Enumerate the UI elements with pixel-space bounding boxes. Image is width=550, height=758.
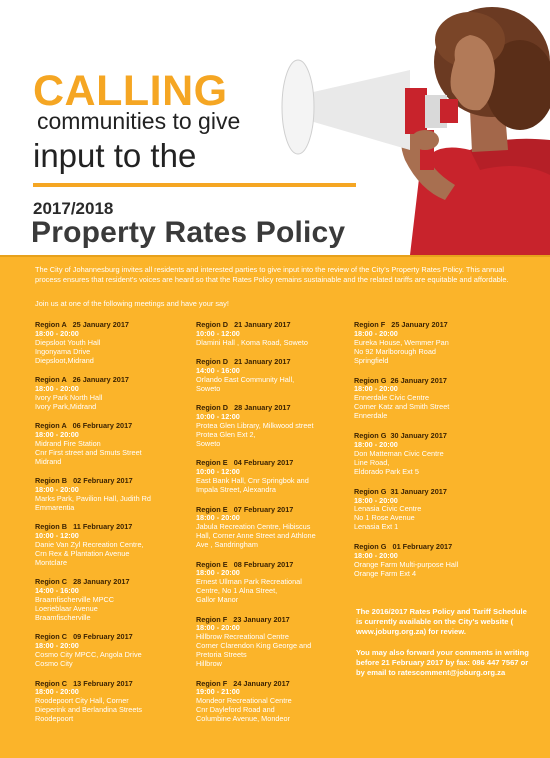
meeting-venue-line: Ennerdale Civic Centre bbox=[354, 393, 430, 403]
meeting-venue-line: Roodepoort City Hall, Corner bbox=[35, 696, 129, 706]
meeting-time: 10:00 - 12:00 bbox=[196, 412, 240, 422]
headline-calling: CALLING bbox=[33, 67, 228, 115]
meeting-entry bbox=[35, 523, 190, 568]
meeting-time: 18:00 - 20:00 bbox=[196, 623, 240, 633]
meeting-venue-line: Cosmo City bbox=[35, 659, 73, 669]
meeting-region-date: Region D 21 January 2017 bbox=[196, 320, 291, 329]
notice-box bbox=[356, 607, 534, 688]
meeting-entry bbox=[196, 616, 351, 669]
meeting-venue-line: Montclare bbox=[35, 557, 68, 567]
meeting-region-date: Region C 28 January 2017 bbox=[35, 577, 130, 587]
meeting-entry bbox=[196, 561, 351, 606]
meeting-time: 10:00 - 12:00 bbox=[196, 328, 240, 338]
meeting-venue-line: Don Matteman Civic Centre bbox=[354, 448, 444, 458]
meeting-time: 18:00 - 20:00 bbox=[354, 384, 398, 394]
meeting-venue-line: Braamfischerville bbox=[35, 612, 91, 622]
divider-rule bbox=[33, 183, 356, 187]
meeting-venue-line: Cnr First street and Smuts Street bbox=[35, 447, 142, 457]
meeting-entry bbox=[196, 506, 351, 551]
meeting-venue-line: Cosmo City MPCC, Angola Drive bbox=[35, 650, 142, 660]
headline-line-3: input to the bbox=[33, 137, 197, 174]
meeting-entry bbox=[354, 488, 514, 533]
meeting-region-date: Region B 02 February 2017 bbox=[35, 476, 133, 486]
meeting-venue-line: Cnr Dayleford Road and bbox=[196, 705, 275, 715]
meeting-region-date: Region F 25 January 2017 bbox=[354, 320, 448, 329]
meeting-venue-line: Impala Street, Alexandra bbox=[196, 485, 276, 495]
meeting-venue-line: Hall, Corner Anne Street and Athlone bbox=[196, 531, 316, 541]
headline-line-2: communities to give bbox=[37, 108, 241, 134]
policy-title: Property Rates Policy bbox=[31, 216, 346, 249]
meeting-region-date: Region E 04 February 2017 bbox=[196, 458, 294, 468]
meeting-time: 18:00 - 20:00 bbox=[354, 551, 398, 561]
meeting-venue-line: Ernest Ullman Park Recreational bbox=[196, 577, 302, 587]
meeting-region-date: Region G 26 January 2017 bbox=[354, 375, 447, 385]
meeting-entry bbox=[196, 358, 351, 394]
header bbox=[0, 0, 550, 255]
notice-comments: You may also forward your comments in writing before 21 February 2017 by fax: 086 447 7567 or by email to ratescomment@joburg.org.za bbox=[356, 647, 529, 678]
meeting-time: 14:00 - 16:00 bbox=[196, 366, 240, 376]
meeting-venue-line: Dieperink and Berlandina Streets bbox=[35, 705, 143, 715]
meeting-time: 10:00 - 12:00 bbox=[35, 531, 79, 541]
meeting-time: 18:00 - 20:00 bbox=[354, 328, 398, 338]
meeting-venue-line: Jabula Recreation Centre, Hibiscus bbox=[196, 522, 311, 532]
meeting-entry bbox=[354, 543, 514, 579]
meeting-entry bbox=[35, 376, 190, 412]
meeting-entry bbox=[196, 680, 351, 725]
meeting-venue-line: Pretoria Streets bbox=[196, 650, 247, 660]
meeting-venue-line: Orlando East Community Hall, bbox=[196, 375, 295, 385]
meeting-time: 18:00 - 20:00 bbox=[35, 328, 79, 338]
meeting-venue-line: Mondeor Recreational Centre bbox=[196, 696, 292, 706]
meeting-venue-line: Gallor Manor bbox=[196, 595, 239, 605]
meeting-entry bbox=[196, 459, 351, 495]
meeting-region-date: Region G 01 February 2017 bbox=[354, 542, 453, 552]
meeting-venue-line: No 1 Rose Avenue bbox=[354, 513, 415, 523]
meeting-venue-line: Diepsloot,Midrand bbox=[35, 355, 94, 365]
meeting-venue-line: Lenasia Ext 1 bbox=[354, 522, 399, 532]
meeting-venue-line: Soweto bbox=[196, 383, 221, 393]
meeting-region-date: Region E 07 February 2017 bbox=[196, 504, 294, 514]
meeting-entry bbox=[35, 633, 190, 669]
meeting-time: 10:00 - 12:00 bbox=[196, 467, 240, 477]
meeting-time: 18:00 - 20:00 bbox=[354, 439, 398, 449]
meeting-entry bbox=[35, 422, 190, 467]
meeting-venue-line: Dlamini Hall , Koma Road, Soweto bbox=[196, 337, 308, 347]
meeting-region-date: Region E 08 February 2017 bbox=[196, 559, 294, 569]
meeting-venue-line: Lenasia Civic Centre bbox=[354, 504, 422, 514]
meeting-entry bbox=[196, 404, 351, 449]
meeting-venue-line: East Bank Hall, Cnr Springbok and bbox=[196, 476, 309, 486]
meeting-region-date: Region A 06 February 2017 bbox=[35, 421, 133, 431]
meeting-venue-line: Line Road, bbox=[354, 457, 390, 467]
meeting-venue-line: Soweto bbox=[196, 438, 221, 448]
meeting-region-date: Region G 30 January 2017 bbox=[354, 431, 447, 441]
meeting-time: 18:00 - 20:00 bbox=[35, 485, 79, 495]
meeting-time: 18:00 - 20:00 bbox=[35, 430, 79, 440]
meeting-entry bbox=[35, 578, 190, 623]
meeting-venue-line: Protea Glen Library, Milkwood street bbox=[196, 421, 314, 431]
meeting-venue-line: Hillbrow Recreational Centre bbox=[196, 632, 289, 642]
intro-paragraph: The City of Johannesburg invites all residents and interested parties to give input into the review of the City's Property Rates Policy. This annual process ensures that resident's voices are heard so that the Rates Policy remains sustainable and the related tariffs are equitable and affordable. bbox=[35, 265, 509, 284]
meeting-venue-line: Ave , Sandringham bbox=[196, 540, 258, 550]
meeting-entry bbox=[196, 321, 351, 348]
meetings-column-2 bbox=[196, 321, 351, 735]
meeting-venue-line: Marks Park, Pavilion Hall, Judith Rd bbox=[35, 494, 151, 503]
meeting-venue-line: Diepsloot Youth Hall bbox=[35, 337, 101, 347]
meeting-venue-line: Eldorado Park Ext 5 bbox=[354, 466, 419, 476]
meetings-column-1 bbox=[35, 321, 190, 735]
meeting-venue-line: Emmarentia bbox=[35, 502, 75, 512]
meeting-time: 18:00 - 20:00 bbox=[196, 568, 240, 578]
meeting-entry bbox=[354, 377, 514, 422]
meeting-venue-line: Eureka House, Wemmer Pan bbox=[354, 337, 449, 347]
meeting-time: 14:00 - 16:00 bbox=[35, 586, 79, 596]
meeting-venue-line: Orange Farm Multi-purpose Hall bbox=[354, 559, 459, 569]
meeting-region-date: Region B 11 February 2017 bbox=[35, 522, 133, 532]
meeting-venue-line: Columbine Avenue, Mondeor bbox=[196, 714, 290, 724]
meeting-time: 18:00 - 20:00 bbox=[35, 641, 79, 651]
meeting-time: 18:00 - 20:00 bbox=[354, 495, 398, 505]
meeting-venue-line: Danie Van Zyl Recreation Centre, bbox=[35, 540, 144, 550]
meeting-venue-line: Ivory Park North Hall bbox=[35, 392, 103, 402]
meeting-venue-line: Corner Clarendon King George and bbox=[196, 641, 312, 651]
meeting-venue-line: Centre, No 1 Alna Street, bbox=[196, 586, 278, 596]
meeting-region-date: Region G 31 January 2017 bbox=[354, 486, 447, 496]
meeting-region-date: Region D 28 January 2017 bbox=[196, 403, 291, 413]
meeting-entry bbox=[354, 321, 514, 366]
meeting-venue-line: No 92 Marlborough Road bbox=[354, 346, 436, 356]
meeting-entry bbox=[35, 680, 190, 725]
meeting-venue-line: Braamfischerville MPCC bbox=[35, 595, 115, 605]
meeting-time: 18:00 - 20:00 bbox=[35, 383, 79, 393]
join-us-line: Join us at one of the following meetings and have your say! bbox=[35, 299, 229, 308]
meeting-time: 19:00 - 21:00 bbox=[196, 687, 240, 697]
meeting-region-date: Region A 25 January 2017 bbox=[35, 320, 129, 329]
meeting-venue-line: Orange Farm Ext 4 bbox=[354, 568, 417, 578]
meeting-venue-line: Hillbrow bbox=[196, 659, 222, 669]
notice-availability: The 2016/2017 Rates Policy and Tariff Schedule is currently available on the City's website ( www.joburg.org.za) for review. bbox=[356, 607, 527, 637]
meeting-venue-line: Ivory Park,Midrand bbox=[35, 401, 97, 411]
meeting-entry bbox=[35, 477, 190, 513]
meeting-venue-line: Roodepoort bbox=[35, 714, 74, 724]
meeting-time: 18:00 - 20:00 bbox=[35, 687, 79, 697]
meeting-venue-line: Ingonyama Drive bbox=[35, 346, 91, 356]
meeting-venue-line: Crn Rex & Plantation Avenue bbox=[35, 549, 130, 559]
meeting-entry bbox=[354, 432, 514, 477]
meeting-region-date: Region C 09 February 2017 bbox=[35, 632, 133, 642]
meeting-venue-line: Corner Katz and Smith Street bbox=[354, 402, 450, 412]
meeting-region-date: Region C 13 February 2017 bbox=[35, 678, 133, 688]
meeting-region-date: Region A 26 January 2017 bbox=[35, 375, 129, 385]
meetings-column-3 bbox=[354, 321, 514, 590]
meeting-venue-line: Loerieblaar Avenue bbox=[35, 604, 98, 614]
policy-year: 2017/2018 bbox=[33, 199, 114, 218]
meeting-venue-line: Protea Glen Ext 2, bbox=[196, 430, 256, 440]
meeting-region-date: Region F 24 January 2017 bbox=[196, 678, 290, 688]
meeting-entry bbox=[35, 321, 190, 366]
meeting-venue-line: Midrand bbox=[35, 456, 62, 466]
meeting-venue-line: Ennerdale bbox=[354, 411, 388, 421]
meeting-region-date: Region D 21 January 2017 bbox=[196, 357, 291, 367]
meeting-venue-line: Springfield bbox=[354, 355, 389, 365]
meeting-region-date: Region F 23 January 2017 bbox=[196, 614, 290, 624]
meeting-venue-line: Midrand Fire Station bbox=[35, 438, 101, 448]
meeting-time: 18:00 - 20:00 bbox=[196, 513, 240, 523]
